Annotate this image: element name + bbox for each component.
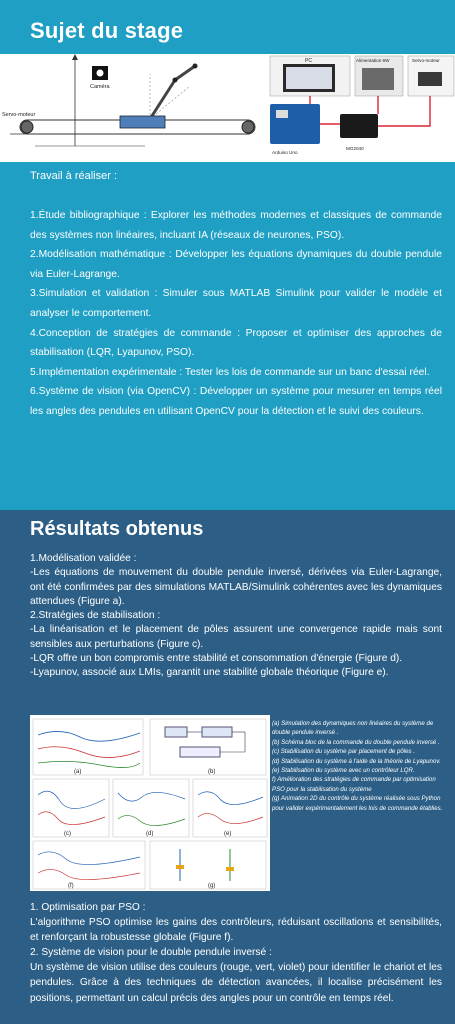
- section-title-results: Résultats obtenus: [30, 518, 204, 540]
- caption-line: double pendule inversé .: [272, 729, 339, 737]
- results-paragraph: -La linéarisation et le placement de pôles assurent une convergence rapide mais sont sensibles aux perturbations (Figure c).: [30, 624, 442, 650]
- task-list: [30, 206, 442, 422]
- servo-label: Servo-moteur: [2, 112, 36, 118]
- caption-line: (b) Schéma bloc de la commande du double pendule inversé .: [272, 738, 440, 746]
- figure-tag: (c): [64, 831, 71, 837]
- work-heading: Travail à réaliser :: [30, 170, 118, 182]
- figure-caption: [272, 719, 452, 813]
- results-section: [0, 510, 455, 1024]
- results-paragraph: -Lyapunov, associé aux LMIs, garantit une stabilité globale théorique (Figure e).: [30, 667, 389, 679]
- results-figure-panel: [30, 715, 270, 891]
- results-paragraph: 2. Système de vision pour le double pendule inversé :: [30, 947, 272, 959]
- driver-label: MG2040: [346, 146, 364, 151]
- figure-d: [113, 779, 189, 837]
- figure-b: [150, 719, 266, 775]
- figure-tag: (f): [68, 883, 74, 889]
- driver-board-icon: [340, 114, 378, 138]
- caption-line: (g) Animation 2D du contrôle du système réalisée sous Python: [272, 795, 441, 803]
- task-item: 1.Étude bibliographique : Explorer les méthodes modernes et classiques de commande des systèmes non linéaires, incluant IA (réseaux de neurones, PSO).: [30, 210, 442, 241]
- figure-f: [33, 841, 145, 889]
- task-item: 5.Implémentation expérimentale : Tester les lois de commande sur un banc d'essai réel.: [30, 366, 430, 378]
- results-paragraph: 1.Modélisation validée :: [30, 553, 137, 564]
- figure-tag: (g): [208, 883, 216, 889]
- figure-tag: (e): [224, 831, 232, 837]
- results-paragraph: -Les équations de mouvement du double pendule inversé, dérivées via Euler-Lagrange, ont été confirmées par des simulations MATLAB/Simulink cohérentes avec les dynamiques attendues (Figure a).: [30, 567, 442, 607]
- figure-e: [193, 779, 267, 837]
- caption-line: (e) Stabilisation du système avec un contrôleur LQR.: [272, 767, 415, 775]
- setup-illustration: [0, 54, 455, 162]
- hardware-photos: [270, 56, 454, 155]
- results-paragraph: 2.Stratégies de stabilisation :: [30, 610, 161, 622]
- results-paragraph: -LQR offre un bon compromis entre stabilité et consommation d'énergie (Figure d).: [30, 653, 403, 665]
- caption-line: (d) Stabilisation du système à l'aide de la théorie de Lyapunov.: [272, 757, 441, 765]
- results-text-continued: [30, 900, 442, 1006]
- arduino-label: Arduino Uno: [272, 150, 298, 155]
- task-item: 2.Modélisation mathématique : Développer les équations dynamiques du double pendule via Euler-Lagrange.: [30, 249, 442, 280]
- figure-c: [33, 779, 109, 837]
- caption-line: (a) Simulation des dynamiques non linéaires du système de: [272, 720, 434, 727]
- power-label: Alimentation 6W: [356, 58, 390, 63]
- caption-line: f) Amélioration des stratégies de commande par optimisation: [272, 776, 436, 784]
- figure-tag: (b): [208, 769, 216, 775]
- caption-line: (c) Stabilisation du système par placement de pôles .: [272, 748, 415, 756]
- section-title-subject: Sujet du stage: [30, 18, 184, 43]
- camera-label: Caméra: [90, 84, 110, 90]
- caption-line: PSO pour la stabilisation du système: [272, 785, 372, 793]
- task-item: 6.Système de vision (via OpenCV) : Développer un système pour mesurer en temps réel les angles des pendules en utilisant OpenCV pour la détection et le suivi des couleurs.: [30, 386, 442, 417]
- figure-g: [150, 841, 266, 889]
- task-item: 4.Conception de stratégies de commande : Proposer et optimiser des approches de stabilisation (LQR, Lyapunov, PSO).: [30, 327, 442, 359]
- pc-label: PC: [305, 58, 312, 64]
- results-paragraph: L'algorithme PSO optimise les gains des contrôleurs, réduisant oscillations et sensibilités, et renforçant la robustesse globale (Figure f).: [30, 917, 442, 944]
- cart-icon: [120, 116, 165, 128]
- internship-subject-section: [0, 0, 455, 510]
- servo-right-label: Servo-moteur: [412, 58, 440, 63]
- figure-tag: (d): [146, 831, 154, 837]
- figure-tag: (a): [74, 769, 82, 775]
- task-item: 3.Simulation et validation : Simuler sous MATLAB Simulink pour valider le modèle et analyser le comportement.: [30, 288, 442, 319]
- results-paragraph: 1. Optimisation par PSO :: [30, 902, 146, 913]
- results-paragraph: Un système de vision utilise des couleurs (rouge, vert, violet) pour identifier le chariot et les pendules. Grâce à des techniques de détection avancées, il localise précisément les positions, permettant un calcul précis des angles pour un contrôle en temps réel.: [30, 962, 442, 1004]
- pendulum-schematic: [2, 54, 255, 146]
- caption-line: pour valider expérimentalement les lois de commande établies.: [272, 804, 443, 812]
- figure-a: [33, 719, 143, 775]
- results-text: [30, 552, 442, 681]
